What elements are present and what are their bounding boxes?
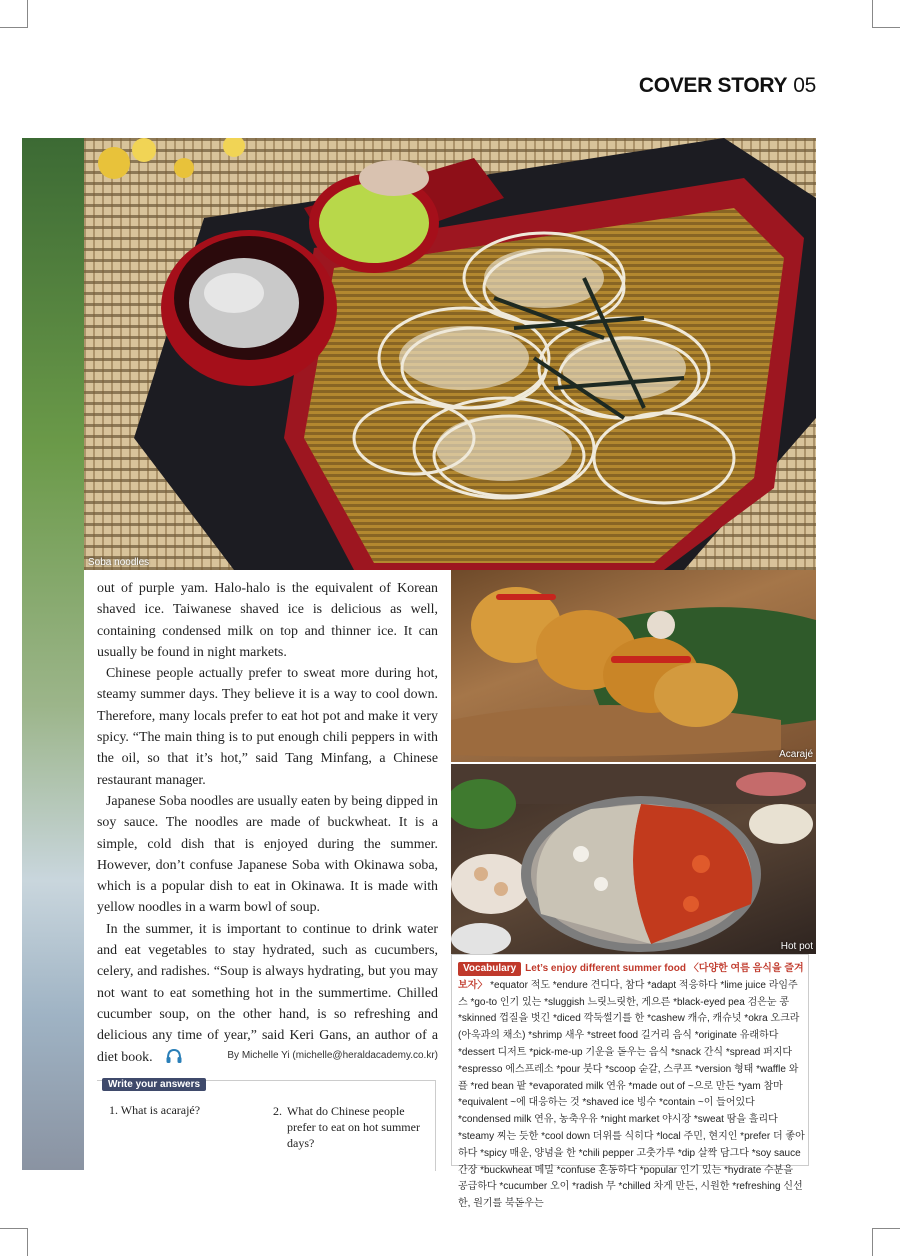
vocabulary-heading: Let’s enjoy different summer food 〈다양한 여름 음식을 즐겨보자〉 (458, 963, 804, 991)
caption-hotpot: Hot pot (780, 941, 813, 952)
article-paragraph: Japanese Soba noodles are usually eaten by being dipped in soy sauce. The noodles are made of buckwheat. It is a simple, cold dish that is enjoyed during the summer. However, don’t confuse Japanese Soba with Okinawa soba, which is a popular dish to eat in Okinawa. It is made with yellow noodles in a warm bowl of soup. (97, 793, 438, 916)
question-2 (273, 1103, 423, 1151)
soba-photo (84, 138, 816, 570)
question-1-number: 1. (109, 1103, 118, 1117)
page-header (639, 74, 816, 98)
answers-label: Write your answers (102, 1078, 206, 1091)
acaraje-illustration (451, 570, 816, 762)
question-2-number: 2. (273, 1104, 282, 1118)
crop-mark (27, 1228, 28, 1256)
crop-mark (27, 0, 28, 28)
vocabulary-box (451, 954, 809, 1210)
question-1-text: What is acarajé? (120, 1103, 201, 1117)
crop-mark (0, 27, 28, 28)
answers-box (97, 1080, 436, 1171)
soba-illustration (84, 138, 816, 570)
question-1 (109, 1103, 200, 1118)
crop-mark (872, 27, 900, 28)
article-paragraph: Chinese people actually prefer to sweat more during hot, steamy summer days. They believe it is a way to cool down. Therefore, many locals prefer to eat hot pot and make it very spicy. “The main thing is to put enough chili peppers in with the oil, so that it’s hot,” said Tang Minfang, a Chinese restaurant manager. (97, 666, 438, 788)
article-paragraph-text: In the summer, it is important to continue to drink water and eat vegetables to stay hydrated, such as cucumbers, celery, and radishes. “Soup is always hydrating, but you may not want to eat something hot in the summertime. Chilled cucumber soup, on the other hand, is so refreshing and delicious any time of year,” said Keri Gans, an author of a diet book. (97, 921, 438, 1065)
vocabulary-label: Vocabulary (458, 962, 521, 976)
hotpot-illustration (451, 764, 816, 954)
page-number: 05 (793, 74, 816, 97)
crop-mark (0, 1228, 28, 1229)
crop-mark (872, 0, 873, 28)
crop-mark (872, 1228, 900, 1229)
article-paragraph (97, 919, 438, 1071)
caption-soba: Soba noodles (88, 557, 150, 568)
vocabulary-list: *equator 적도 *endure 견디다, 참다 *adapt 적응하다 *lime juice 라임주스 *go-to 인기 있는 *sluggish 느릿느릿한, 게으른 *black-eyed pea 검은눈 콩 *skinned 껍질을 벗긴 *diced 깍둑썰기를 한 *cashew 캐슈, 캐슈넛 *okra 오크라 (아욱과의 채소) *shrimp 새우 *street food 길거리 음식 *originate 유래하다 *dessert 디저트 *pick-me-up 기운을 돋우는 음식 *snack 간식 *spread 퍼지다 *espresso 에스프레소 *pour 붓다 *scoop 숟갈, 스쿠프 *version 형태 *waffle 와플 *red bean 팥 *evaporated milk 연유 *made out of ~으로 만든 *yam 참마 *equivalent ~에 대응하는 것 *shaved ice 빙수 *contain ~이 들어있다 *condensed milk 연유, 농축우유 *night market 야시장 *sweat 땀을 흘리다 *steamy 찌는 듯한 *cool down 더위를 식히다 *local 주민, 현지인 *prefer 더 좋아하다 *spicy 매운, 양념을 한 *chili pepper 고춧가루 *dip 살짝 담그다 *soy sauce 간장 *buckwheat 메밀 *confuse 혼동하다 *popular 인기 있는 *hydrate 수분을 공급하다 *cucumber 오이 *radish 무 *chilled 차게 만든, 시원한 *refreshing 신선한, 원기를 북돋우는 (458, 979, 805, 1210)
section-title: COVER STORY (638, 74, 788, 97)
left-photo-strip (22, 138, 84, 1170)
caption-acaraje: Acarajé (779, 749, 813, 760)
hotpot-photo (451, 764, 816, 954)
question-2-text: What do Chinese people prefer to eat on hot summer days? (287, 1104, 420, 1150)
article-paragraph: out of purple yam. Halo-halo is the equivalent of Korean shaved ice. Taiwanese shaved ice is delicious as well, containing condensed milk on top and thinner ice. It can usually be found in night markets. (97, 581, 438, 660)
acaraje-photo (451, 570, 816, 762)
byline: By Michelle Yi (michelle@heraldacademy.co.kr) (227, 1050, 438, 1061)
article-body (97, 578, 438, 1071)
crop-mark (872, 1228, 873, 1256)
